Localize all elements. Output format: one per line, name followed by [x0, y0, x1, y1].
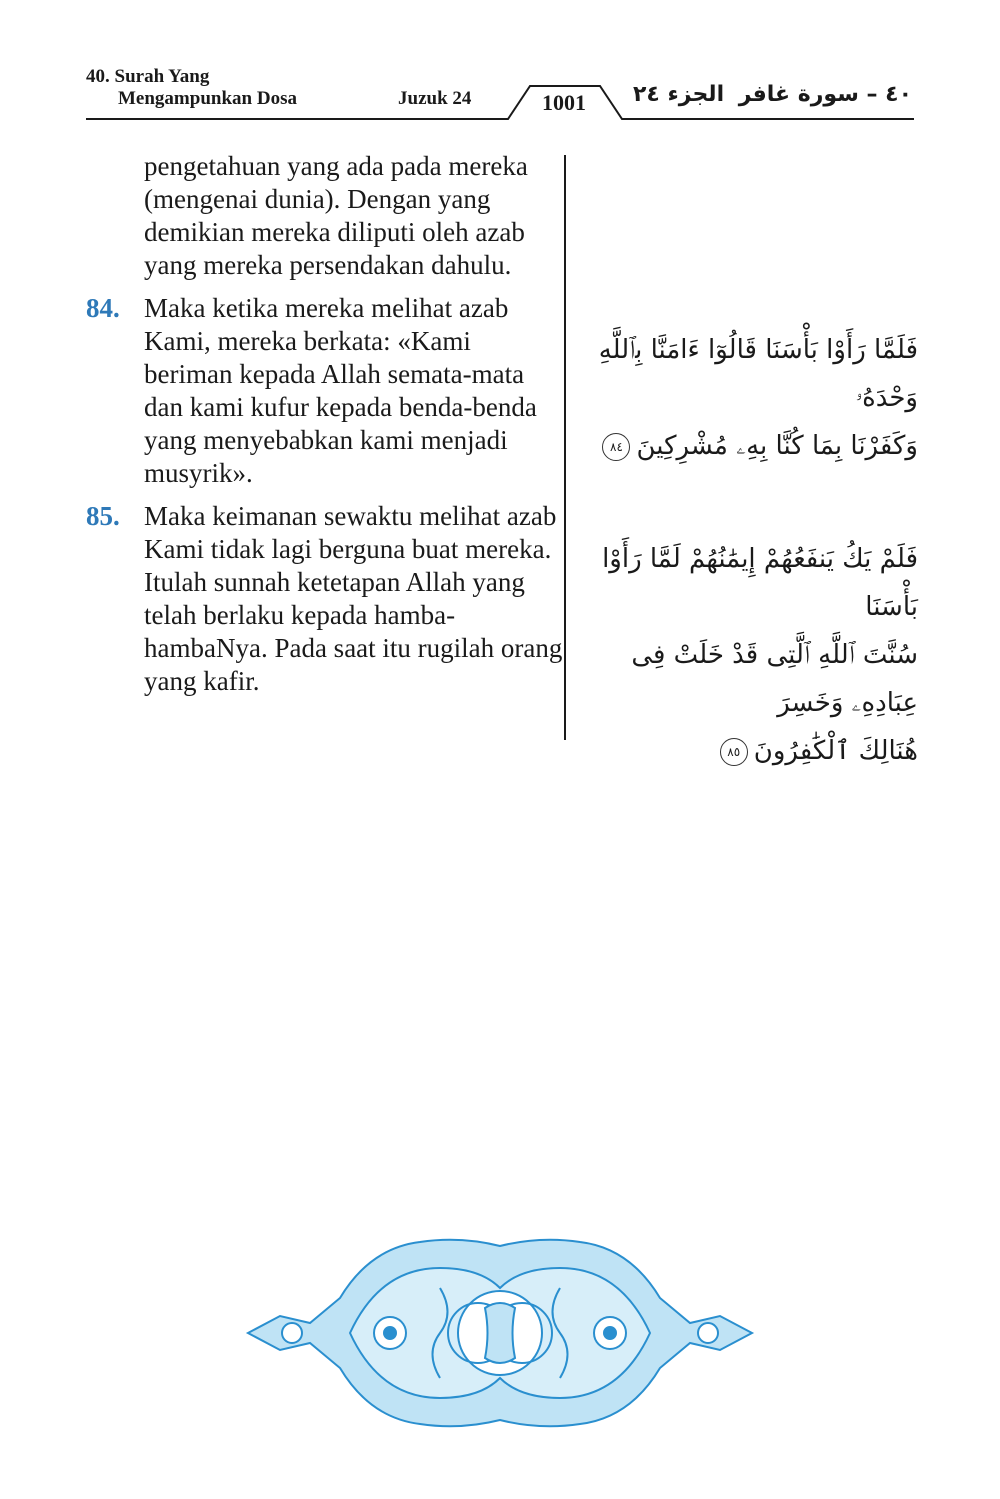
verse-paragraph [86, 500, 564, 698]
header-juzuk: Juzuk 24 [398, 88, 472, 109]
verse-number: 84. [86, 293, 120, 323]
verse-paragraph [86, 150, 564, 282]
arabic-line: سُنَّتَ ٱللَّهِ ٱلَّتِى قَدْ خَلَتْ فِى عِبَادِهِۦ وَخَسِرَ [631, 640, 918, 718]
arabic-line: فَلَمْ يَكُ يَنفَعُهُمْ إِيمَٰنُهُمْ لَمَّا رَأَوْا بَأْسَنَا [602, 544, 918, 622]
verse-paragraph [86, 292, 564, 490]
surah-title-line2: Mengampunkan Dosa [118, 88, 297, 109]
arabic-verse-85 [588, 535, 918, 775]
translation-column [86, 150, 564, 708]
page-number: 1001 [542, 90, 586, 115]
arabic-line: فَلَمَّا رَأَوْا بَأْسَنَا قَالُوٓا ءَامَنَّا بِٱللَّهِ وَحْدَهُۥ [598, 335, 918, 413]
column-divider [564, 155, 566, 740]
verse-text: Maka ketika mereka melihat azab Kami, mereka berkata: «Kami beriman kepada Allah semata-mata dan kami kufur kepada benda-benda yang menyebabkan kami menjadi musyrik». [144, 293, 537, 488]
ayah-number-mark: ٨٥ [720, 738, 748, 766]
arabic-line-text: هُنَالِكَ ٱلْكَٰفِرُونَ [753, 736, 918, 766]
arabic-line [588, 727, 918, 775]
header-surah-arabic: ٤٠ – سورة غافر [738, 82, 912, 107]
verse-text: Maka keimanan sewaktu melihat azab Kami tidak lagi berguna buat mereka. Itulah sunnah ketetapan Allah yang telah berlaku kepada hamba-hambaNya. Pada saat itu rugilah orang yang kafir. [144, 501, 563, 696]
arabic-verse-84 [588, 326, 918, 470]
floral-ornament-icon [240, 1228, 760, 1438]
surah-title-line1: 40. Surah Yang [86, 66, 210, 87]
ayah-number-mark: ٨٤ [602, 433, 630, 461]
arabic-line-text: وَكَفَرْنَا بِمَا كُنَّا بِهِۦ مُشْرِكِينَ [636, 431, 918, 461]
header-juz-arabic: الجزء ٢٤ [633, 82, 725, 107]
arabic-line [588, 422, 918, 470]
header-rule [0, 0, 1000, 130]
verse-number: 85. [86, 501, 120, 531]
verse-text: pengetahuan yang ada pada mereka (mengenai dunia). Dengan yang demikian mereka diliputi oleh azab yang mereka persendakan dahulu. [144, 151, 528, 280]
